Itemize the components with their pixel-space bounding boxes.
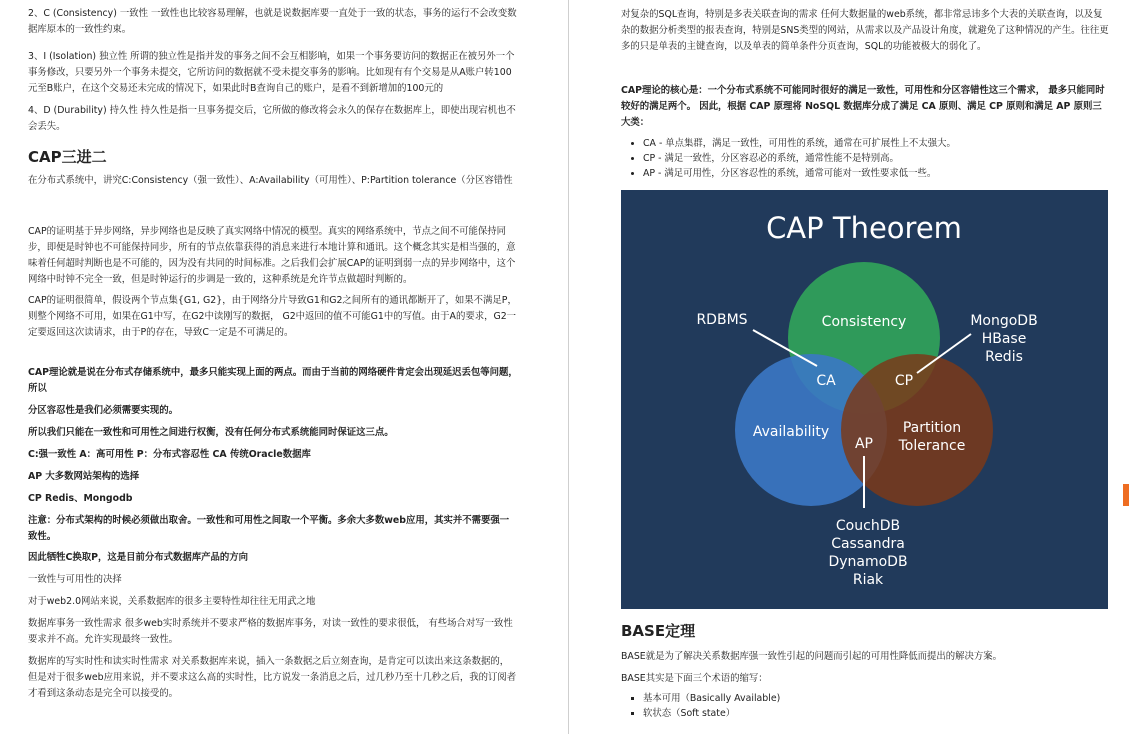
right-page: [569, 0, 1129, 734]
sql-query-paragraph: 对复杂的SQL查询，特别是多表关联查询的需求 任何大数据量的web系统，都非常忌讳多个大表的关联查询，以及复杂的数据分析类型的报表查询，特别是SNS类型的网站，从需求以及产品设计角度，就避免了这种情况的产生。往往更多的只是单表的主键查询，以及单表的简单条件分页查询，SQL的功能被极大的弱化了。: [621, 9, 1109, 52]
paragraph-web20: 对于web2.0网站来说，关系数据库的很多主要特性却往往无用武之地: [28, 596, 316, 607]
base-heading: BASE定理: [621, 622, 696, 640]
paragraph-consistency-choice: 一致性与可用性的决择: [28, 574, 122, 585]
ap-example-cassandra: Cassandra: [831, 536, 905, 552]
left-column: [28, 6, 518, 702]
acid-isolation-paragraph: 3、I (Isolation) 独立性 所谓的独立性是指并发的事务之间不会互相影响，如果一个事务要访问的数据正在被另外一个事务修改，只要另外一个事务未提交，它所访问的数据就不受未提交事务的影响。比如现有有个交易是从A账户转100元至B账户，在这个交易还未完成的情况下，如果此时B查询自己的账户，是看不到新增加的100元的: [28, 51, 515, 94]
list-item-cp: • CP - 满足一致性，分区容忍必的系统，通常性能不是特别高。: [643, 151, 1111, 166]
cap-bold-paragraph-5: AP 大多数网站架构的选择: [28, 471, 140, 482]
partition-label-line1: Partition: [902, 420, 962, 436]
cap-bold-paragraph-4: C:强一致性 A：高可用性 P：分布式容忍性 CA 传统Oracle数据库: [28, 449, 311, 460]
consistency-label: Consistency: [821, 314, 907, 330]
cap-heading: CAP三进二: [28, 148, 107, 166]
cap-intro-paragraph: 在分布式系统中，讲究C:Consistency（强一致性）、A:Availability（可用性）、P:Partition tolerance（分区容错性: [28, 175, 513, 186]
paragraph-realtime: 数据库的写实时性和读实时性需求 对关系数据库来说，插入一条数据之后立刻查询，是肯定可以读出来这条数据的，但是对于很多web应用来说，并不要求这么高的实时性，比方说发一条消息之后，过几秒乃至十几秒之后，我的订阅者才看到这条动态是完全可以接受的。: [28, 656, 517, 699]
ap-label: AP: [854, 436, 874, 452]
list-item-ca: • CA - 单点集群，满足一致性，可用性的系统，通常在可扩展性上不太强大。: [643, 136, 1111, 151]
cap-bold-paragraph-3: 所以我们只能在一致性和可用性之间进行权衡，没有任何分布式系统能同时保证这三点。: [28, 427, 394, 438]
cp-example-hbase: HBase: [981, 331, 1027, 347]
base-item-basically-available: ▪ 基本可用（Basically Available): [643, 691, 1111, 706]
cap-core-paragraph: CAP理论的核心是：一个分布式系统不可能同时很好的满足一致性，可用性和分区容错性这三个需求， 最多只能同时较好的满足两个。 因此，根据 CAP 原理将 NoSQL 数据库分成了满足 CA 原则、满足 CP 原则和满足 AP 原则三大类：: [621, 85, 1105, 128]
partition-label-line2: Tolerance: [898, 438, 966, 454]
acid-consistency-paragraph: 2、C (Consistency) 一致性 一致性也比较容易理解，也就是说数据库要一直处于一致的状态，事务的运行不会改变数据库原本的一致性约束。: [28, 8, 517, 35]
cp-example-mongodb: MongoDB: [970, 313, 1038, 329]
diagram-title: CAP Theorem: [766, 211, 962, 245]
cp-example-redis: Redis: [985, 349, 1023, 365]
cap-theorem-diagram: [621, 190, 1108, 609]
rdbms-label: RDBMS: [696, 312, 748, 328]
cap-proof-paragraph-2: CAP的证明很简单，假设两个节点集{G1, G2}，由于网络分片导致G1和G2之间所有的通讯都断开了，如果不满足P，则整个网络不可用，如果在G1中写，在G2中读刚写的数据， G2中返回的值不可能G1中的写值。由于A的要求，G2一定要返回这次读请求，由于P的存在，导致C一定是不可满足的。: [28, 295, 517, 338]
list-item-ap: • AP - 满足可用性，分区容忍性的系统，通常可能对一致性要求低一些。: [643, 166, 1111, 181]
right-column: [621, 7, 1111, 181]
paragraph-transaction-consistency: 数据库事务一致性需求 很多web实时系统并不要求严格的数据库事务，对读一致性的要求很低， 有些场合对写一致性要求并不高。允许实现最终一致性。: [28, 618, 513, 645]
base-paragraph-2: BASE其实是下面三个术语的缩写：: [621, 673, 768, 684]
cap-proof-paragraph-1: CAP的证明基于异步网络，异步网络也是反映了真实网络中情况的模型。真实的网络系统中，节点之间不可能保持同步，即便是时钟也不可能保持同步，所有的节点依靠获得的消息来进行本地计算和通讯。这个概念其实是相当强的，意味着任何超时判断也是不可能的，因为没有共同的时间标准。之后我们会扩展CAP的证明到弱一点的异步网络中，这个网络中时钟不完全一致，但是时钟运行的步调是一致的，这种系统是允许节点做超时判断的。: [28, 226, 516, 285]
base-section: [621, 620, 1111, 721]
base-item-soft-state: ▪ 软状态（Soft state）: [643, 706, 1111, 721]
ap-example-couchdb: CouchDB: [835, 518, 901, 534]
base-term-list: [621, 691, 1111, 721]
ap-example-dynamodb: DynamoDB: [828, 554, 908, 570]
cap-bold-paragraph-7: 注意：分布式架构的时候必须做出取舍。一致性和可用性之间取一个平衡。多余大多数web应用，其实并不需要强一致性。: [28, 515, 510, 542]
cap-category-list: [621, 136, 1111, 181]
cap-bold-paragraph-8: 因此牺牲C换取P，这是目前分布式数据库产品的方向: [28, 552, 249, 563]
cap-bold-paragraph-1: CAP理论就是说在分布式存储系统中，最多只能实现上面的两点。而由于当前的网络硬件肯定会出现延迟丢包等问题，所以: [28, 367, 518, 394]
acid-durability-paragraph: 4、D (Durability) 持久性 持久性是指一旦事务提交后，它所做的修改将会永久的保存在数据库上，即使出现宕机也不会丢失。: [28, 105, 516, 132]
cap-bold-paragraph-6: CP Redis、Mongodb: [28, 493, 133, 504]
base-paragraph-1: BASE就是为了解决关系数据库强一致性引起的问题而引起的可用性降低而提出的解决方案。: [621, 651, 1002, 662]
cp-label: CP: [894, 373, 914, 389]
availability-label: Availability: [752, 424, 830, 440]
cap-bold-paragraph-2: 分区容忍性是我们必须需要实现的。: [28, 405, 179, 416]
ca-label: CA: [816, 373, 836, 389]
edge-tab-marker[interactable]: [1123, 484, 1129, 506]
ap-example-riak: Riak: [852, 572, 884, 588]
